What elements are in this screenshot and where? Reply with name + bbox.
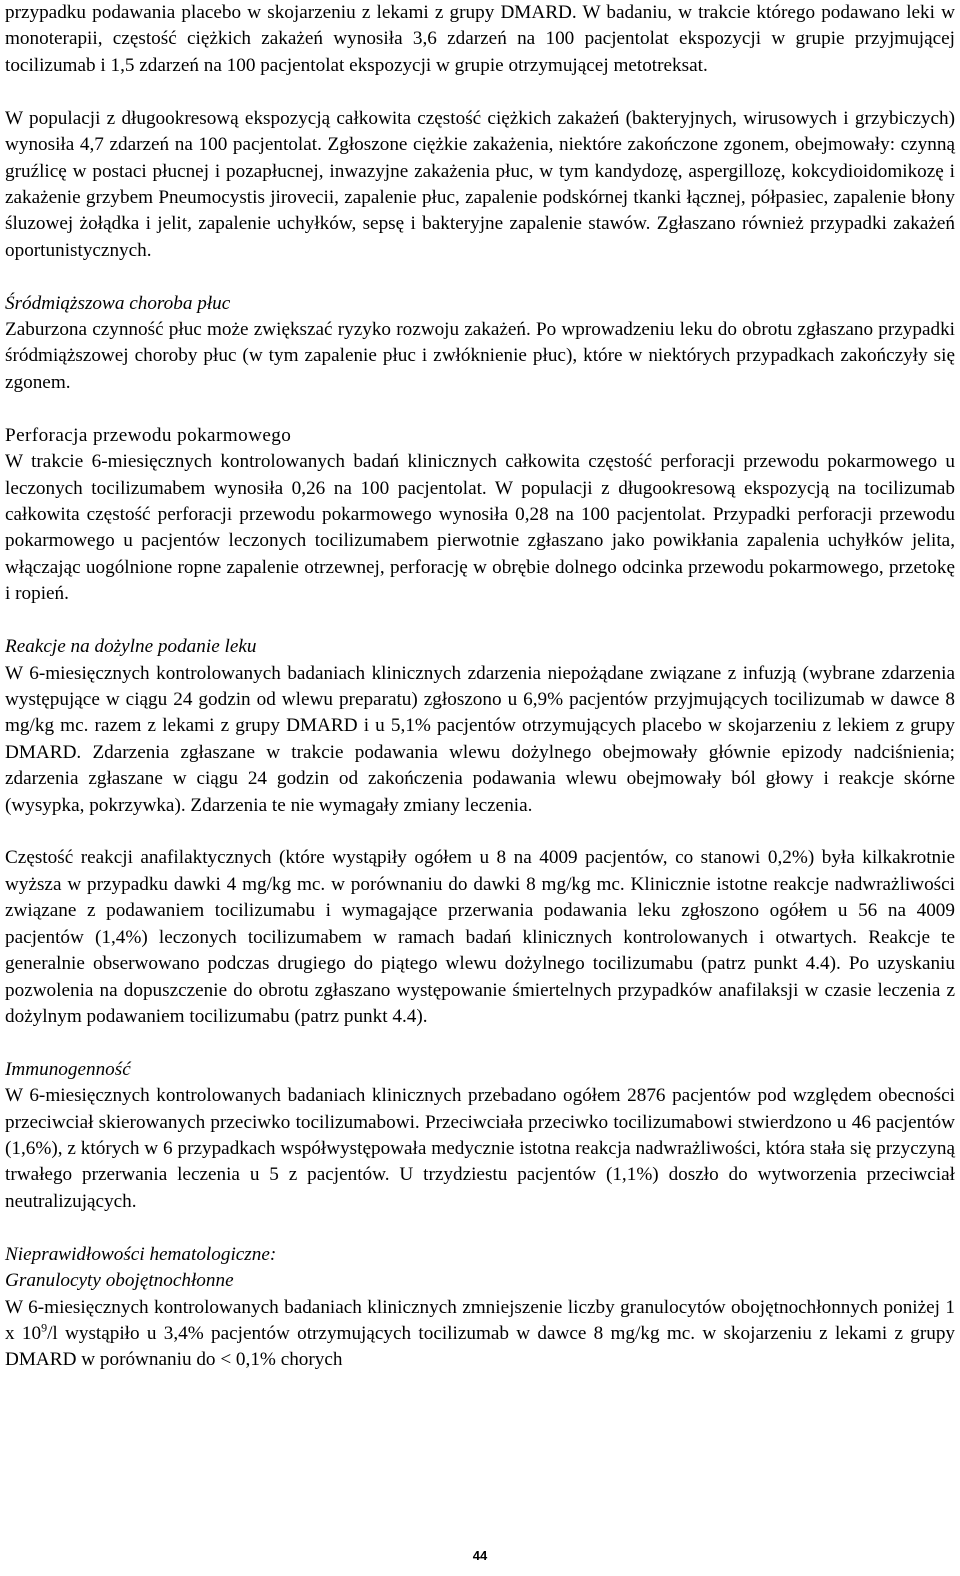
- heading-infusion-reactions: Reakcje na dożylne podanie leku: [5, 636, 257, 658]
- neutrophils-text-start: W 6-miesięcznych kontrolowanych badaniach klinicznych zmniejszenie liczby granulocytów obojętnochłonnych poniżej 1 x 10: [5, 1296, 955, 1344]
- neutrophils-exponent: 9: [41, 1320, 48, 1335]
- subheading-neutrophils: Granulocyty obojętnochłonne: [5, 1270, 234, 1292]
- heading-interstitial-lung-disease: Śródmiąższowa choroba płuc: [5, 292, 231, 314]
- document-page: [5, 0, 955, 1374]
- heading-hematologic-abnormalities: Nieprawidłowości hematologiczne:: [5, 1243, 277, 1265]
- paragraph-immunogenicity: W 6-miesięcznych kontrolowanych badaniach klinicznych przebadano ogółem 2876 pacjentów pod względem obecności przeciwciał skierowanych przeciwko tocilizumabowi. Przeciwciała przeciwko tocilizumabowi stwierdzono u 46 pacjentów (1,6%), z których w 6 przypadkach współwystępowała medycznie istotna reakcja nadwrażliwości, która stała się przyczyną trwałego przerwania leczenia u 5 z pacjentów. U trzydziestu pacjentów (1,1%) doszło do wytworzenia przeciwciał neutralizujących.: [5, 1085, 955, 1212]
- paragraph-serious-infections-long-term: W populacji z długookresową ekspozycją całkowita częstość ciężkich zakażeń (bakteryjnych, wirusowych i grzybiczych) wynosiła 4,7 zdarzeń na 100 pacjentolat. Zgłoszone ciężkie zakażenia, niektóre zakończone zgonem, obejmowały: czynną gruźlicę w postaci płucnej i pozapłucnej, inwazyjne zakażenia płuc, w tym kandydozę, aspergillozę, kokcydioidomikozę i zakażenie grzybem Pneumocystis jirovecii, zapalenie płuc, zapalenie podskórnej tkanki łącznej, półpasiec, zapalenie błony śluzowej żołądka i jelit, zapalenie uchyłków, sepsę i bakteryjne zapalenie stawów. Zgłaszano również przypadki zakażeń oportunistycznych.: [5, 107, 955, 261]
- neutrophils-text-end: /l wystąpiło u 3,4% pacjentów otrzymujących tocilizumab w dawce 8 mg/kg mc. w skojarzeniu z lekami z grupy DMARD w porównaniu do < 0,1% chorych: [5, 1322, 956, 1371]
- paragraph-gi-perforation: W trakcie 6-miesięcznych kontrolowanych badań klinicznych całkowita częstość perforacji przewodu pokarmowego u leczonych tocilizumabem wynosiła 0,26 na 100 pacjentolat. W populacji z długookresową ekspozycją na tocilizumab całkowita częstość perforacji przewodu pokarmowego wynosiła 0,28 na 100 pacjentolat. Przypadki perforacji przewodu pokarmowego u pacjentów leczonych tocilizumabem pierwotnie zgłaszano jako powikłania zapalenia uchyłków jelita, włączając uogólnione ropne zapalenie otrzewnej, perforację w obrębie dolnego odcinka przewodu pokarmowego, przetokę i ropień.: [5, 451, 955, 605]
- paragraph-neutrophils: [5, 1295, 955, 1374]
- paragraph-anaphylaxis: Częstość reakcji anafilaktycznych (które wystąpiły ogółem u 8 na 4009 pacjentów, co stanowi 0,2%) była kilkakrotnie wyższa w przypadku dawki 4 mg/kg mc. w porównaniu do dawki 8 mg/kg mc. Klinicznie istotne reakcje nadwrażliwości związane z podawaniem tocilizumabu i wymagające przerwania podawania leku zgłoszono ogółem u 56 na 4009 pacjentów (1,4%) leczonych tocilizumabem w ramach badań klinicznych kontrolowanych i otwartych. Reakcje te generalnie obserwowano podczas drugiego do piątego wlewu dożylnego tocilizumabu (patrz punkt 4.4). Po uzyskaniu pozwolenia na dopuszczenie do obrotu zgłaszano występowanie śmiertelnych przypadków anafilaksji w czasie leczenia z dożylnym podawaniem tocilizumabu (patrz punkt 4.4).: [5, 847, 955, 1027]
- paragraph-interstitial-lung-disease: Zaburzona czynność płuc może zwiększać ryzyko rozwoju zakażeń. Po wprowadzeniu leku do obrotu zgłaszano przypadki śródmiąższowej choroby płuc (w tym zapalenie płuc i zwłóknienie płuc), które w niektórych przypadkach zakończyły się zgonem.: [5, 319, 955, 393]
- paragraph-infusion-reactions: W 6-miesięcznych kontrolowanych badaniach klinicznych zdarzenia niepożądane związane z infuzją (wybrane zdarzenia występujące w ciągu 24 godzin od wlewu preparatu) zgłoszono u 6,9% pacjentów przyjmujących tocilizumab w dawce 8 mg/kg mc. razem z lekami z grupy DMARD i u 5,1% pacjentów otrzymujących placebo w skojarzeniu z lekiem z grupy DMARD. Zdarzenia zgłaszane w trakcie podawania wlewu dożylnego obejmowały głównie epizody nadciśnienia; zdarzenia zgłaszane w ciągu 24 godzin od zakończenia podawania wlewu obejmowały ból głowy i reakcje skórne (wysypka, pokrzywka). Zdarzenia te nie wymagały zmiany leczenia.: [5, 662, 955, 816]
- heading-gi-perforation: Perforacja przewodu pokarmowego: [5, 424, 292, 446]
- heading-immunogenicity: Immunogenność: [5, 1058, 131, 1080]
- paragraph-serious-infections-monotherapy: przypadku podawania placebo w skojarzeniu z lekami z grupy DMARD. W badaniu, w trakcie którego podawano leki w monoterapii, częstość ciężkich zakażeń wynosiła 3,6 zdarzeń na 100 pacjentolat ekspozycji w grupie przyjmującej tocilizumab i 1,5 zdarzeń na 100 pacjentolat ekspozycji w grupie otrzymującej metotreksat.: [5, 2, 955, 76]
- page-number: 44: [472, 1548, 488, 1563]
